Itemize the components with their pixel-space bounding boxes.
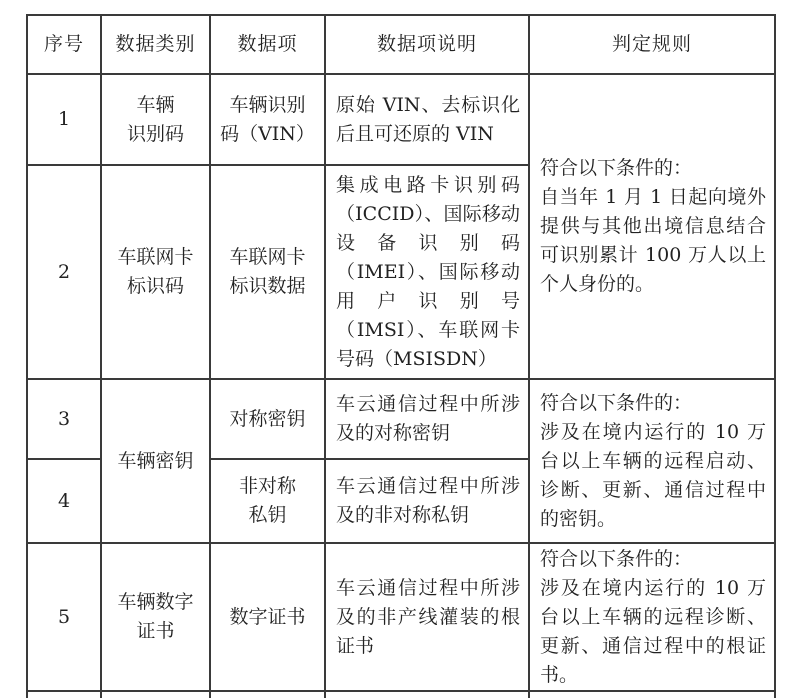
truncated-cell [529, 691, 775, 698]
data-category: 车辆数字 证书 [101, 543, 210, 691]
judgement-rule: 符合以下条件的： 涉及在境内运行的 10 万台以上车辆的远程启动、诊断、更新、通信过程中的密钥。 [529, 379, 775, 543]
data-item-description: 集成电路卡识别码（ICCID）、国际移动设备识别码（IMEI）、国际移动用户识别号（IMSI）、车联网卡号码（MSISDN） [325, 165, 529, 379]
data-classification-table [26, 14, 776, 698]
row-number: 2 [27, 165, 101, 379]
data-item-description: 车云通信过程中所涉及的非对称私钥 [325, 459, 529, 543]
judgement-rule: 符合以下条件的： 涉及在境内运行的 10 万台以上车辆的远程诊断、更新、通信过程中的根证书。 [529, 543, 775, 691]
header-rule: 判定规则 [529, 15, 775, 74]
header-category: 数据类别 [101, 15, 210, 74]
data-item-description: 车云通信过程中所涉及的非产线灌装的根证书 [325, 543, 529, 691]
truncated-cell [325, 691, 529, 698]
data-item: 对称密钥 [210, 379, 325, 459]
data-item: 数字证书 [210, 543, 325, 691]
data-item: 车联网卡 标识数据 [210, 165, 325, 379]
row-number: 1 [27, 74, 101, 165]
table-row [27, 379, 775, 459]
data-item: 非对称 私钥 [210, 459, 325, 543]
table-row [27, 543, 775, 691]
data-item-description: 原始 VIN、去标识化后且可还原的 VIN [325, 74, 529, 165]
row-number: 3 [27, 379, 101, 459]
data-item-description: 车云通信过程中所涉及的对称密钥 [325, 379, 529, 459]
truncated-cell [101, 691, 210, 698]
header-no: 序号 [27, 15, 101, 74]
header-description: 数据项说明 [325, 15, 529, 74]
table-row-truncated [27, 691, 775, 698]
row-number: 5 [27, 543, 101, 691]
data-item: 车辆识别 码（VIN） [210, 74, 325, 165]
data-category: 车联网卡 标识码 [101, 165, 210, 379]
judgement-rule: 符合以下条件的： 自当年 1 月 1 日起向境外提供与其他出境信息结合可识别累计 100 万人以上个人身份的。 [529, 74, 775, 379]
truncated-cell [27, 691, 101, 698]
header-item: 数据项 [210, 15, 325, 74]
header-row [27, 15, 775, 74]
table-row [27, 74, 775, 165]
data-category: 车辆密钥 [101, 379, 210, 543]
row-number: 4 [27, 459, 101, 543]
truncated-cell [210, 691, 325, 698]
data-category: 车辆 识别码 [101, 74, 210, 165]
